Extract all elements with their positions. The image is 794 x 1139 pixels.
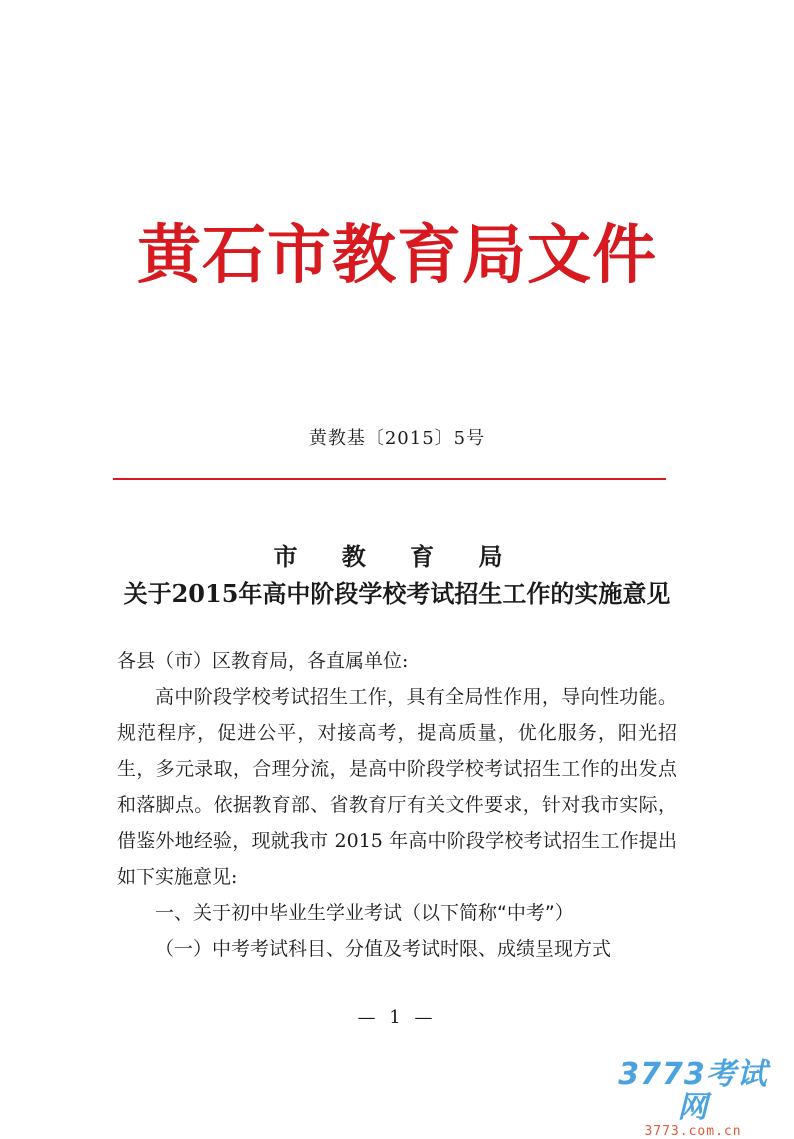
- site-watermark: [608, 1058, 778, 1139]
- section-heading: 一、关于初中毕业生学业考试（以下简称“中考”）: [155, 902, 574, 924]
- document-title: 关于2015年高中阶段学校考试招生工作的实施意见: [123, 579, 671, 608]
- document-masthead: 黄石市教育局文件: [137, 219, 657, 293]
- watermark-url: 3773.com.cn: [644, 1124, 742, 1139]
- issuer-title: 市 教 育 局: [273, 542, 521, 571]
- salutation: 各县（市）区教育局，各直属单位:: [117, 650, 409, 672]
- subsection-heading: （一）中考考试科目、分值及考试时限、成绩呈现方式: [155, 938, 612, 960]
- intro-paragraph: 高中阶段学校考试招生工作，具有全局性作用，导向性功能。规范程序，促进公平，对接高考，提高质量，优化服务，阳光招生，多元录取，合理分流，是高中阶段学校考试招生工作的出发点和落脚点。依据教育部、省教育厅有关文件要求，针对我市实际，借鉴外地经验，现就我市 2015 年高中阶段学校考试招生工作提出如下实施意见:: [117, 686, 677, 888]
- red-divider-line: [113, 478, 666, 480]
- page-number: — 1 —: [357, 1007, 437, 1028]
- watermark-logo-text: 3773考试网: [618, 1057, 768, 1125]
- document-number: 黄教基〔2015〕5号: [308, 428, 486, 449]
- document-body: [117, 643, 677, 967]
